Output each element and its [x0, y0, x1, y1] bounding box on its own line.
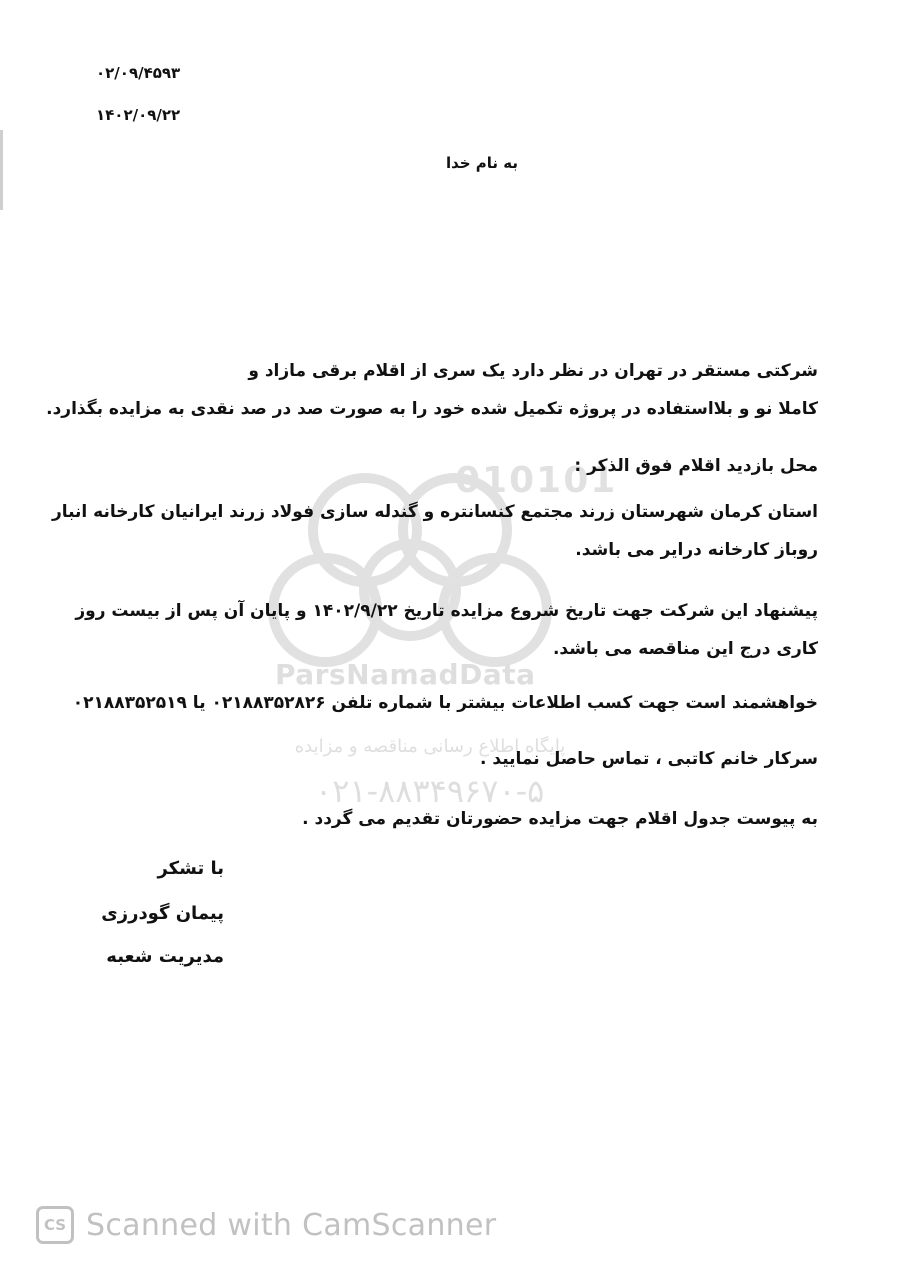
paragraph-intro-line-1: شرکتی مستقر در تهران در نظر دارد یک سری از اقلام برقی مازاد و [248, 361, 818, 381]
signature-thanks: با تشکر [157, 858, 224, 879]
paragraph-auction-dates [75, 592, 818, 668]
watermark-subtitle: پایگاه اطلاع رسانی مناقصه و مزایده [294, 736, 566, 757]
letter-heading: به نام خدا [445, 154, 519, 172]
paragraph-location-line-2: روباز کارخانه درایر می باشد. [575, 540, 818, 560]
paragraph-contact-line-1: خواهشمند است جهت کسب اطلاعات بیشتر با شماره تلفن ۰۲۱۸۸۳۵۲۸۲۶ یا ۰۲۱۸۸۳۵۲۵۱۹ [72, 693, 818, 713]
watermark-brand: ParsNamadData [275, 658, 536, 691]
paragraph-visit-location-heading: محل بازدید اقلام فوق الذکر : [574, 456, 818, 476]
paragraph-auction-dates-line-1: پیشنهاد این شرکت جهت تاریخ شروع مزایده تاریخ ۱۴۰۲/۹/۲۲ و پایان آن پس از بیست روز [75, 601, 818, 621]
camscanner-text: Scanned with CamScanner [86, 1207, 497, 1243]
letter-date: ۱۴۰۲/۰۹/۲۲ [96, 106, 181, 124]
camscanner-icon: CS [36, 1206, 74, 1244]
paragraph-contact-line-2: سرکار خانم کاتبی ، تماس حاصل نمایید . [480, 749, 818, 769]
camscanner-badge [36, 1206, 496, 1244]
signature-title: مدیریت شعبه [106, 946, 224, 967]
signature-name: پیمان گودرزی [101, 903, 224, 924]
paragraph-intro-line-2: کاملا نو و بلااستفاده در پروژه تکمیل شده خود را به صورت صد در صد نقدی به مزایده بگذارد. [46, 399, 818, 419]
paragraph-attachment: به پیوست جدول اقلام جهت مزایده حضورتان تقدیم می گردد . [302, 809, 818, 829]
paragraph-auction-dates-line-2: کاری درج این مناقصه می باشد. [552, 639, 818, 659]
letter-reference-number: ۰۲/۰۹/۴۵۹۳ [96, 64, 181, 82]
watermark-digits: 010101 [455, 460, 618, 501]
watermark-phone: ۰۲۱-۸۸۳۴۹۶۷۰-۵ [315, 772, 545, 810]
paragraph-contact [72, 684, 818, 778]
paragraph-location-line-1: استان کرمان شهرستان زرند مجتمع کنسانتره و گندله سازی فولاد زرند ایرانیان کارخانه انبار [51, 502, 818, 522]
paragraph-intro [46, 352, 818, 428]
paragraph-location [51, 493, 818, 569]
